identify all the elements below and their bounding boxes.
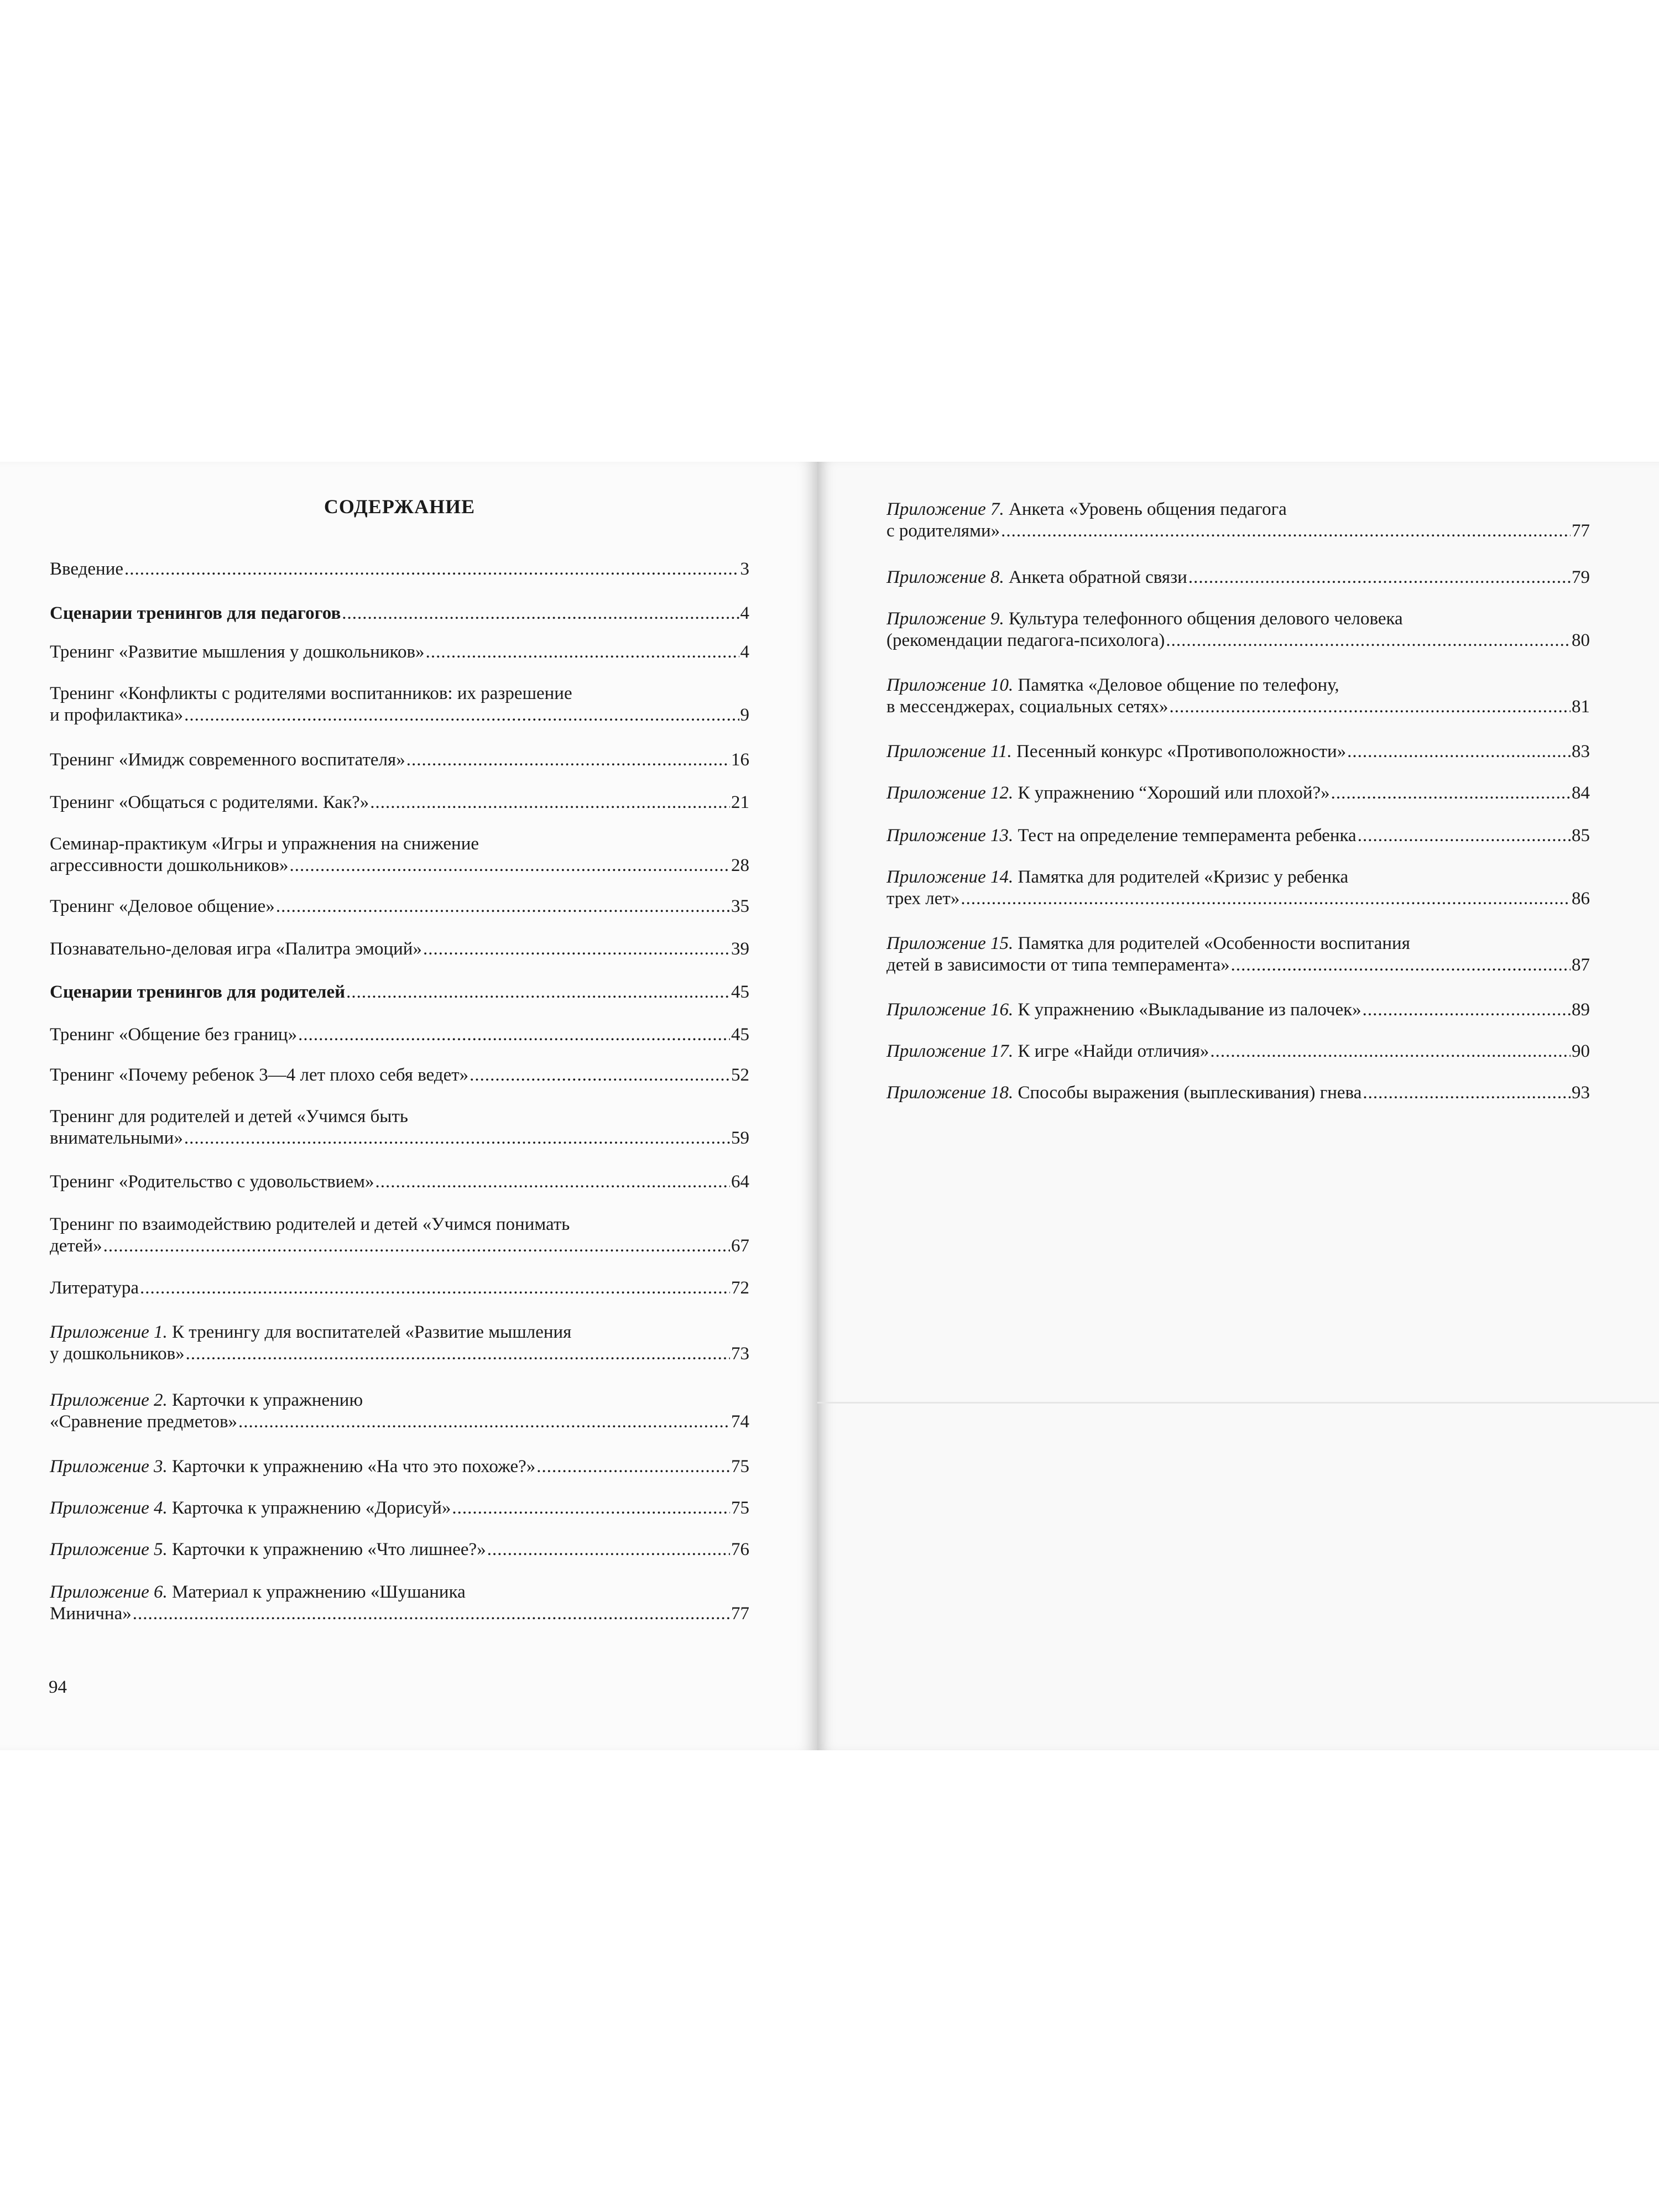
toc-entry-title: Анкета обратной связи bbox=[1004, 567, 1187, 587]
toc-entry-text bbox=[886, 782, 1330, 804]
appendix-label: Приложение 17. bbox=[886, 1041, 1014, 1061]
toc-entry-title: Тренинг «Конфликты с родителями воспитанников: их разрешение bbox=[50, 684, 572, 703]
toc-entry-title: Тренинг «Почему ребенок 3—4 лет плохо себя ведет» bbox=[50, 1065, 469, 1085]
toc-entry bbox=[886, 1082, 1590, 1104]
toc-entry-line bbox=[50, 1582, 749, 1603]
toc-entry-title: Тренинг «Общаться с родителями. Как?» bbox=[50, 792, 369, 812]
toc-page-number: 89 bbox=[1572, 1000, 1590, 1020]
toc-entry-text bbox=[50, 792, 369, 813]
toc-entry-last-line bbox=[50, 1065, 749, 1086]
toc-entry-last-line bbox=[50, 1498, 749, 1519]
toc-entry bbox=[50, 1390, 749, 1433]
toc-entry bbox=[50, 792, 749, 813]
toc-entry-last-line bbox=[886, 567, 1590, 588]
toc-entry-text bbox=[50, 855, 289, 877]
dot-leader bbox=[133, 1603, 730, 1625]
toc-page-number: 72 bbox=[731, 1278, 749, 1298]
dot-leader bbox=[1363, 999, 1571, 1021]
dot-leader bbox=[1188, 567, 1571, 588]
dot-leader bbox=[184, 1128, 730, 1149]
toc-page-number: 3 bbox=[740, 559, 749, 579]
dot-leader bbox=[298, 1024, 730, 1046]
appendix-label: Приложение 7. bbox=[886, 499, 1004, 519]
toc-entry-line bbox=[50, 1214, 749, 1235]
toc-entry bbox=[886, 999, 1590, 1021]
toc-entry bbox=[50, 938, 749, 960]
toc-entry-title: Песенный конкурс «Противоположности» bbox=[1011, 742, 1347, 761]
appendix-label: Приложение 2. bbox=[50, 1390, 168, 1410]
toc-entry-last-line bbox=[886, 999, 1590, 1021]
toc-page-number: 67 bbox=[731, 1236, 749, 1256]
toc-entry bbox=[886, 608, 1590, 651]
toc-entry-title: Карточки к упражнению «На что это похоже?» bbox=[167, 1457, 536, 1477]
toc-entry-title: К упражнению “Хороший или плохой?» bbox=[1013, 783, 1330, 803]
toc-entry-title: Карточки к упражнению bbox=[167, 1390, 363, 1410]
toc-entry-text bbox=[886, 567, 1187, 588]
toc-page-number: 83 bbox=[1572, 742, 1590, 761]
dot-leader bbox=[1231, 954, 1571, 976]
dot-leader bbox=[1001, 520, 1571, 542]
toc-entry bbox=[50, 559, 749, 580]
dot-leader bbox=[1170, 696, 1571, 718]
toc-page-number: 35 bbox=[731, 896, 749, 916]
toc-entry-text bbox=[50, 1603, 132, 1625]
page-fold-line bbox=[817, 1402, 1659, 1404]
appendix-label: Приложение 15. bbox=[886, 933, 1014, 953]
toc-entry bbox=[886, 567, 1590, 588]
toc-entry-text bbox=[50, 559, 123, 580]
dot-leader bbox=[961, 888, 1571, 910]
toc-entry-last-line bbox=[886, 888, 1590, 910]
toc-entry bbox=[886, 741, 1590, 763]
toc-entry-last-line bbox=[886, 630, 1590, 651]
toc-entry-text bbox=[50, 1539, 486, 1561]
toc-entry-text bbox=[50, 1322, 571, 1342]
toc-entry-last-line bbox=[50, 705, 749, 726]
toc-entry-text bbox=[886, 933, 1410, 953]
dot-leader bbox=[1347, 741, 1571, 763]
toc-entry-text bbox=[50, 1390, 363, 1410]
toc-entry bbox=[50, 1024, 749, 1046]
toc-entry-title: Тренинг «Общение без границ» bbox=[50, 1025, 298, 1045]
toc-entry bbox=[50, 1322, 749, 1365]
toc-entry-line bbox=[50, 1390, 749, 1411]
toc-entry-last-line bbox=[886, 741, 1590, 763]
toc-page-number: 77 bbox=[731, 1604, 749, 1624]
toc-entry-line bbox=[886, 675, 1590, 696]
toc-entry-text bbox=[886, 1082, 1361, 1104]
toc-entry bbox=[886, 825, 1590, 847]
appendix-label: Приложение 8. bbox=[886, 567, 1004, 587]
toc-entry bbox=[50, 896, 749, 917]
toc-entry-title: К игре «Найди отличия» bbox=[1013, 1041, 1209, 1061]
toc-entry-last-line bbox=[50, 1171, 749, 1193]
toc-entry-text bbox=[886, 675, 1339, 695]
toc-entry bbox=[50, 749, 749, 771]
toc-page-number: 74 bbox=[731, 1412, 749, 1432]
dot-leader bbox=[370, 792, 730, 813]
toc-entry-title: Миничнa» bbox=[50, 1604, 132, 1624]
toc-entry-title: детей в зависимости от типа темперамента» bbox=[886, 955, 1230, 975]
toc-entry bbox=[886, 782, 1590, 804]
toc-entry bbox=[50, 1171, 749, 1193]
toc-entry bbox=[886, 499, 1590, 542]
toc-entry-last-line bbox=[50, 792, 749, 813]
toc-entry-last-line bbox=[50, 559, 749, 580]
toc-entry bbox=[50, 1214, 749, 1257]
appendix-label: Приложение 13. bbox=[886, 826, 1014, 846]
appendix-label: Приложение 6. bbox=[50, 1582, 168, 1602]
toc-entry-text bbox=[886, 520, 1000, 542]
toc-entry-last-line bbox=[886, 825, 1590, 847]
toc-entry-title: К тренингу для воспитателей «Развитие мышления bbox=[167, 1322, 572, 1342]
toc-entry bbox=[50, 1582, 749, 1625]
toc-page-number: 85 bbox=[1572, 826, 1590, 846]
dot-leader bbox=[375, 1171, 731, 1193]
toc-entry bbox=[50, 982, 749, 1003]
toc-page-number: 16 bbox=[731, 750, 749, 770]
appendix-label: Приложение 1. bbox=[50, 1322, 168, 1342]
toc-entry bbox=[886, 867, 1590, 910]
toc-page-number: 80 bbox=[1572, 630, 1590, 650]
toc-entry-last-line bbox=[50, 749, 749, 771]
toc-entry bbox=[50, 1106, 749, 1149]
toc-entry-text bbox=[886, 696, 1168, 718]
appendix-label: Приложение 9. bbox=[886, 609, 1004, 629]
toc-page-number: 4 bbox=[740, 642, 749, 662]
toc-entry-title: Памятка «Деловое общение по телефону, bbox=[1013, 675, 1339, 695]
toc-entry-last-line bbox=[50, 896, 749, 917]
toc-entry-title: трех лет» bbox=[886, 889, 960, 909]
toc-page-number: 21 bbox=[731, 792, 749, 812]
toc-entry-last-line bbox=[886, 696, 1590, 718]
toc-entry-title: Тренинг «Имидж современного воспитателя» bbox=[50, 750, 405, 770]
toc-entry-title: Тест на определение темперамента ребенка bbox=[1013, 826, 1357, 846]
toc-page-number: 75 bbox=[731, 1457, 749, 1477]
dot-leader bbox=[186, 1343, 730, 1365]
toc-page-number: 84 bbox=[1572, 783, 1590, 803]
toc-entry bbox=[50, 641, 749, 663]
toc-entry-line bbox=[886, 867, 1590, 888]
toc-page-number: 73 bbox=[731, 1344, 749, 1364]
toc-title: СОДЕРЖАНИЕ bbox=[324, 495, 476, 518]
toc-entry-text bbox=[50, 749, 405, 771]
toc-entry-last-line bbox=[50, 1235, 749, 1257]
toc-page-number: 45 bbox=[731, 982, 749, 1002]
dot-leader bbox=[276, 896, 730, 917]
toc-entry-last-line bbox=[886, 1041, 1590, 1062]
appendix-label: Приложение 14. bbox=[886, 867, 1014, 887]
toc-entry bbox=[886, 933, 1590, 976]
toc-entry-line bbox=[886, 499, 1590, 520]
toc-entry-line bbox=[50, 833, 749, 855]
toc-entry-text bbox=[886, 1041, 1209, 1062]
dot-leader bbox=[536, 1456, 730, 1478]
toc-entry-title: Тренинг «Родительство с удовольствием» bbox=[50, 1172, 374, 1192]
toc-entry bbox=[50, 603, 749, 624]
toc-entry-text bbox=[886, 999, 1361, 1021]
toc-entry-title: (рекомендации педагога-психолога) bbox=[886, 630, 1165, 650]
toc-entry-text bbox=[50, 641, 425, 663]
dot-leader bbox=[290, 855, 730, 877]
toc-entry-text bbox=[50, 1582, 466, 1602]
toc-page-number: 93 bbox=[1572, 1083, 1590, 1103]
appendix-label: Приложение 4. bbox=[50, 1498, 168, 1518]
toc-entry-last-line bbox=[50, 1539, 749, 1561]
toc-page-number: 28 bbox=[731, 855, 749, 875]
toc-entry-title: в мессенджерах, социальных сетях» bbox=[886, 697, 1168, 717]
toc-entry-text bbox=[886, 741, 1346, 763]
toc-page-number: 64 bbox=[731, 1172, 749, 1192]
toc-entry-text bbox=[50, 705, 183, 726]
dot-leader bbox=[1331, 782, 1571, 804]
toc-entry-line bbox=[50, 683, 749, 705]
toc-entry-title: и профилактика» bbox=[50, 705, 184, 725]
dot-leader bbox=[452, 1498, 730, 1519]
toc-entry-last-line bbox=[886, 520, 1590, 542]
toc-page-number: 45 bbox=[731, 1025, 749, 1045]
toc-entry-title: у дошкольников» bbox=[50, 1344, 185, 1364]
toc-page-number: 52 bbox=[731, 1065, 749, 1085]
toc-page-number: 9 bbox=[740, 705, 749, 725]
toc-entry-text bbox=[886, 825, 1357, 847]
appendix-label: Приложение 5. bbox=[50, 1540, 168, 1559]
appendix-label: Приложение 3. bbox=[50, 1457, 168, 1477]
dot-leader bbox=[238, 1411, 730, 1433]
toc-entry-last-line bbox=[886, 954, 1590, 976]
toc-page-number: 86 bbox=[1572, 889, 1590, 909]
right-page bbox=[817, 462, 1659, 1750]
toc-entry-text bbox=[886, 954, 1230, 976]
toc-entry-text bbox=[50, 1456, 535, 1478]
dot-leader bbox=[406, 749, 730, 771]
toc-entry-text bbox=[50, 1171, 374, 1193]
toc-entry-title: Сценарии тренингов для родителей bbox=[50, 982, 346, 1002]
toc-entry-last-line bbox=[50, 1603, 749, 1625]
toc-entry-text bbox=[50, 1277, 139, 1299]
toc-entry-text bbox=[50, 1065, 468, 1086]
toc-page-number: 39 bbox=[731, 939, 749, 959]
toc-entry-line bbox=[50, 1322, 749, 1343]
toc-entry-title: Тренинг «Деловое общение» bbox=[50, 896, 275, 916]
toc-entry-text bbox=[50, 938, 422, 960]
toc-entry-last-line bbox=[50, 1343, 749, 1365]
toc-entry bbox=[886, 1041, 1590, 1062]
toc-entry-title: Карточка к упражнению «Дорисуй» bbox=[167, 1498, 451, 1518]
toc-entry-text bbox=[886, 888, 959, 910]
toc-entry-text bbox=[50, 896, 275, 917]
toc-entry-last-line bbox=[50, 1024, 749, 1046]
toc-entry bbox=[50, 1539, 749, 1561]
toc-entry-line bbox=[886, 933, 1590, 954]
toc-page-number: 79 bbox=[1572, 567, 1590, 587]
appendix-label: Приложение 12. bbox=[886, 783, 1014, 803]
toc-entry-text bbox=[50, 684, 572, 703]
dot-leader bbox=[140, 1277, 730, 1299]
appendix-label: Приложение 18. bbox=[886, 1083, 1014, 1103]
toc-entry-text bbox=[50, 1128, 183, 1149]
toc-entry-last-line bbox=[50, 982, 749, 1003]
toc-entry-line bbox=[886, 608, 1590, 630]
toc-entry-title: с родителями» bbox=[886, 521, 1000, 541]
toc-page-number: 77 bbox=[1572, 521, 1590, 541]
toc-entry-title: Тренинг «Развитие мышления у дошкольников» bbox=[50, 642, 425, 662]
toc-entry-title: Материал к упражнению «Шушаника bbox=[167, 1582, 466, 1602]
toc-entry bbox=[50, 1277, 749, 1299]
toc-entry-title: Способы выражения (выплескивания) гнева bbox=[1013, 1083, 1362, 1103]
dot-leader bbox=[1363, 1082, 1571, 1104]
toc-entry-last-line bbox=[886, 782, 1590, 804]
dot-leader bbox=[184, 705, 739, 726]
dot-leader bbox=[1210, 1041, 1571, 1062]
dot-leader bbox=[487, 1539, 730, 1561]
toc-entry-title: Сценарии тренингов для педагогов bbox=[50, 603, 341, 623]
toc-page-number: 4 bbox=[740, 603, 749, 623]
toc-entry-last-line bbox=[886, 1082, 1590, 1104]
toc-entry-last-line bbox=[50, 1411, 749, 1433]
toc-page-number: 59 bbox=[731, 1128, 749, 1148]
appendix-label: Приложение 10. bbox=[886, 675, 1014, 695]
dot-leader bbox=[124, 559, 739, 580]
toc-entry-text bbox=[50, 982, 345, 1003]
toc-entry-title: Введение bbox=[50, 559, 124, 579]
toc-entry-last-line bbox=[50, 938, 749, 960]
toc-entry-title: внимательными» bbox=[50, 1128, 183, 1148]
toc-entry-text bbox=[50, 1214, 570, 1234]
toc-page-number: 81 bbox=[1572, 697, 1590, 717]
toc-entry-title: Семинар-практикум «Игры и упражнения на снижение bbox=[50, 834, 479, 854]
toc-entry-last-line bbox=[50, 641, 749, 663]
toc-entry-last-line bbox=[50, 1128, 749, 1149]
dot-leader bbox=[423, 938, 730, 960]
toc-page-number: 76 bbox=[731, 1540, 749, 1559]
toc-entry bbox=[50, 1065, 749, 1086]
appendix-label: Приложение 16. bbox=[886, 1000, 1014, 1020]
toc-entry-text bbox=[886, 867, 1348, 887]
toc-entry bbox=[50, 1498, 749, 1519]
toc-entry-title: Познавательно-деловая игра «Палитра эмоций» bbox=[50, 939, 422, 959]
toc-entry-text bbox=[50, 1343, 185, 1365]
toc-entry-title: Памятка для родителей «Особенности воспитания bbox=[1013, 933, 1410, 953]
toc-entry-text bbox=[50, 603, 341, 624]
toc-entry bbox=[886, 675, 1590, 718]
toc-entry-title: детей» bbox=[50, 1236, 102, 1256]
toc-entry-last-line bbox=[50, 1456, 749, 1478]
toc-entry-text bbox=[50, 1498, 451, 1519]
toc-page-number: 75 bbox=[731, 1498, 749, 1518]
toc-entry-text bbox=[886, 630, 1165, 651]
toc-entry-text bbox=[50, 1024, 297, 1046]
toc-entry bbox=[50, 833, 749, 877]
toc-entry-title: Культура телефонного общения делового человека bbox=[1004, 609, 1403, 629]
toc-entry-title: Литература bbox=[50, 1278, 139, 1298]
toc-entry bbox=[50, 1456, 749, 1478]
toc-entry-title: К упражнению «Выкладывание из палочек» bbox=[1013, 1000, 1361, 1020]
dot-leader bbox=[342, 603, 739, 624]
dot-leader bbox=[1358, 825, 1571, 847]
toc-page-number: 87 bbox=[1572, 955, 1590, 975]
dot-leader bbox=[469, 1065, 730, 1086]
toc-entry-title: Тренинг по взаимодействию родителей и детей «Учимся понимать bbox=[50, 1214, 570, 1234]
toc-entry-title: Памятка для родителей «Кризис у ребенка bbox=[1013, 867, 1349, 887]
toc-entry-title: Тренинг для родителей и детей «Учимся быть bbox=[50, 1107, 408, 1126]
dot-leader bbox=[103, 1235, 730, 1257]
toc-entry-text bbox=[886, 609, 1403, 629]
toc-entry-title: Карточки к упражнению «Что лишнее?» bbox=[167, 1540, 486, 1559]
toc-page-number: 90 bbox=[1572, 1041, 1590, 1061]
toc-entry-line bbox=[50, 1106, 749, 1128]
toc-entry bbox=[50, 683, 749, 726]
toc-entry-text bbox=[50, 834, 479, 854]
toc-entry-text bbox=[50, 1411, 237, 1433]
dot-leader bbox=[1166, 630, 1571, 651]
toc-entry-title: «Сравнение предметов» bbox=[50, 1412, 238, 1432]
toc-entry-text bbox=[50, 1235, 102, 1257]
toc-entry-last-line bbox=[50, 855, 749, 877]
dot-leader bbox=[346, 982, 730, 1003]
toc-entry-title: агрессивности дошкольников» bbox=[50, 855, 289, 875]
appendix-label: Приложение 11. bbox=[886, 742, 1012, 761]
page-number: 94 bbox=[49, 1677, 67, 1697]
toc-entry-text bbox=[50, 1107, 408, 1126]
dot-leader bbox=[426, 641, 739, 663]
toc-entry-text bbox=[886, 499, 1287, 519]
toc-entry-title: Анкета «Уровень общения педагога bbox=[1004, 499, 1287, 519]
toc-entry-last-line bbox=[50, 1277, 749, 1299]
toc-entry-last-line bbox=[50, 603, 749, 624]
